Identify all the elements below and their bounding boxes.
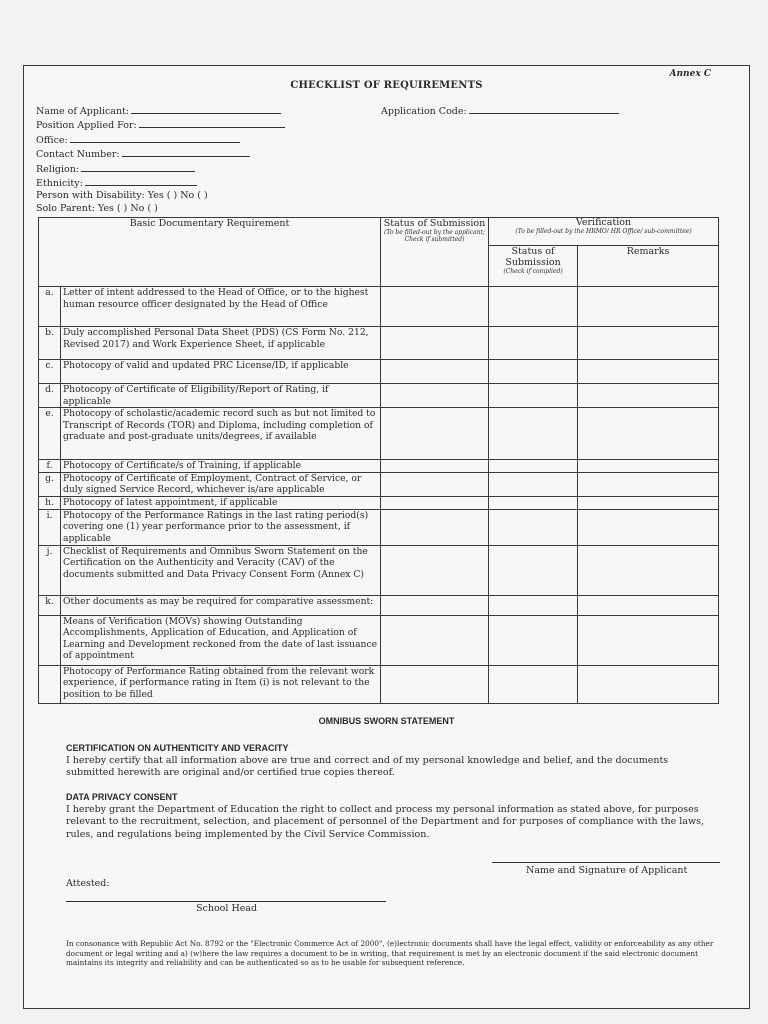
applicant-signature-line[interactable] [492, 862, 720, 863]
verification-status-cell[interactable] [489, 384, 578, 408]
name-blank[interactable] [131, 104, 281, 114]
verification-status-cell[interactable] [489, 327, 578, 360]
table-row [39, 460, 719, 473]
applicant-status-cell[interactable] [381, 408, 489, 460]
pwd-field[interactable]: Person with Disability: Yes ( ) No ( ) [36, 190, 208, 202]
row-letter: k. [39, 595, 61, 615]
verification-status-cell[interactable] [489, 408, 578, 460]
name-of-applicant-field[interactable]: Name of Applicant: [36, 104, 285, 118]
table-row [39, 472, 719, 496]
applicant-status-cell[interactable] [381, 496, 489, 509]
header-verif-status: Status of Submission (Check if complied) [489, 246, 578, 287]
applicant-status-cell[interactable] [381, 472, 489, 496]
verification-status-cell[interactable] [489, 595, 578, 615]
requirements-table [38, 217, 719, 704]
table-row [39, 545, 719, 595]
position-blank[interactable] [139, 118, 285, 128]
verification-status-cell[interactable] [489, 360, 578, 384]
applicant-status-cell[interactable] [381, 287, 489, 327]
remarks-cell[interactable] [578, 360, 719, 384]
remarks-cell[interactable] [578, 384, 719, 408]
sworn-statement-title: OMNIBUS SWORN STATEMENT [318, 716, 455, 726]
verification-status-cell[interactable] [489, 460, 578, 473]
application-code-field[interactable]: Application Code: [381, 104, 619, 117]
contact-blank[interactable] [122, 147, 250, 157]
applicant-status-cell[interactable] [381, 509, 489, 545]
table-row [39, 509, 719, 545]
row-requirement-text: Other documents as may be required for comparative assessment: [61, 595, 381, 615]
applicant-status-cell[interactable] [381, 360, 489, 384]
row-requirement-text: Letter of intent addressed to the Head of Office, or to the highest human resource officer designated by the Head of Office [61, 287, 381, 327]
remarks-cell[interactable] [578, 509, 719, 545]
applicant-status-cell[interactable] [381, 384, 489, 408]
verification-status-cell[interactable] [489, 472, 578, 496]
cav-text: I hereby certify that all information above are true and correct and of my personal knowledge and belief, and the documents submitted herewith are original and/or certified true copies thereof. [66, 754, 669, 779]
privacy-text: I hereby grant the Department of Education the right to collect and process my personal information as stated above, for purposes relevant to the recruitment, selection, and placement of personnel of the Department and for purposes of compliance with the laws, rules, and regulations being implemented by the Civil Service Commission. [66, 803, 704, 840]
remarks-cell[interactable] [578, 327, 719, 360]
table-row [39, 595, 719, 615]
solo-parent-field[interactable]: Solo Parent: Yes ( ) No ( ) [36, 202, 158, 214]
applicant-signature-label: Name and Signature of Applicant [526, 865, 688, 876]
privacy-heading: DATA PRIVACY CONSENT [66, 792, 178, 802]
applicant-status-cell[interactable] [381, 595, 489, 615]
table-row [39, 327, 719, 360]
school-head-label: School Head [196, 903, 258, 914]
row-requirement-text: Photocopy of Certificate/s of Training, if applicable [61, 460, 381, 473]
row-requirement-text: Photocopy of the Performance Ratings in the last rating period(s) covering one (1) year performance prior to the assessment, if applicable [61, 509, 381, 545]
table-row [39, 408, 719, 460]
religion-field[interactable]: Religion: [36, 162, 285, 176]
row-requirement-text: Photocopy of Certificate of Employment, Contract of Service, or duly signed Service Record, whichever is/are applicable [61, 472, 381, 496]
header-basic-requirement: Basic Documentary Requirement [39, 218, 381, 287]
remarks-cell[interactable] [578, 460, 719, 473]
privacy-section [66, 791, 706, 841]
verification-status-cell[interactable] [489, 615, 578, 665]
verification-status-cell[interactable] [489, 287, 578, 327]
school-head-signature-line[interactable] [66, 901, 386, 902]
form-title: CHECKLIST OF REQUIREMENTS [290, 80, 483, 91]
table-row [39, 615, 719, 665]
row-requirement-text: Photocopy of Performance Rating obtained from the relevant work experience, if performance rating in Item (i) is not relevant to the position to be filled [61, 665, 381, 703]
row-letter: i. [39, 509, 61, 545]
header-verification-note: (To be filled-out by the HRMO/ HR Office/ sub-committee) [515, 228, 692, 235]
office-field[interactable]: Office: [36, 133, 285, 147]
table-row [39, 384, 719, 408]
document-page [23, 65, 750, 1009]
application-code-blank[interactable] [469, 104, 619, 114]
row-letter: f. [39, 460, 61, 473]
table-row [39, 496, 719, 509]
contact-number-field[interactable]: Contact Number: [36, 147, 285, 161]
row-letter [39, 665, 61, 703]
remarks-cell[interactable] [578, 472, 719, 496]
header-verification: Verification (To be filled-out by the HRMO/ HR Office/ sub-committee) [489, 218, 719, 246]
row-letter: j. [39, 545, 61, 595]
ethnicity-field[interactable]: Ethnicity: [36, 176, 285, 190]
row-letter: d. [39, 384, 61, 408]
applicant-status-cell[interactable] [381, 460, 489, 473]
applicant-status-cell[interactable] [381, 545, 489, 595]
row-letter: e. [39, 408, 61, 460]
table-row [39, 665, 719, 703]
header-status-note: (To be filled-out by the applicant; Check if submitted) [384, 229, 485, 243]
header-remarks: Remarks [578, 246, 719, 287]
table-row [39, 287, 719, 327]
table-row [39, 360, 719, 384]
verification-status-cell[interactable] [489, 665, 578, 703]
row-letter: h. [39, 496, 61, 509]
cav-heading: CERTIFICATION ON AUTHENTICITY AND VERACITY [66, 743, 289, 753]
office-blank[interactable] [70, 133, 240, 143]
remarks-cell[interactable] [578, 615, 719, 665]
annex-label: Annex C [669, 69, 711, 79]
row-letter: b. [39, 327, 61, 360]
remarks-cell[interactable] [578, 287, 719, 327]
ethnicity-blank[interactable] [85, 176, 197, 186]
row-letter: c. [39, 360, 61, 384]
cav-section [66, 742, 706, 780]
applicant-fields [36, 104, 285, 215]
row-letter: a. [39, 287, 61, 327]
applicant-status-cell[interactable] [381, 327, 489, 360]
applicant-status-cell[interactable] [381, 665, 489, 703]
row-requirement-text: Checklist of Requirements and Omnibus Sworn Statement on the Certification on the Authenticity and Veracity (CAV) of the documents submitted and Data Privacy Consent Form (Annex C) [61, 545, 381, 595]
row-requirement-text: Means of Verification (MOVs) showing Outstanding Accomplishments, Application of Education, and Application of Learning and Development reckoned from the date of last issuance of appointment [61, 615, 381, 665]
header-status-of-submission: Status of Submission (To be filled-out by the applicant; Check if submitted) [381, 218, 489, 287]
header-verif-status-note: (Check if complied) [503, 268, 563, 275]
remarks-cell[interactable] [578, 408, 719, 460]
row-letter: g. [39, 472, 61, 496]
row-letter [39, 615, 61, 665]
requirements-body [39, 287, 719, 704]
row-requirement-text: Photocopy of valid and updated PRC License/ID, if applicable [61, 360, 381, 384]
position-applied-field[interactable]: Position Applied For: [36, 118, 285, 132]
row-requirement-text: Photocopy of Certificate of Eligibility/Report of Rating, if applicable [61, 384, 381, 408]
remarks-cell[interactable] [578, 545, 719, 595]
religion-blank[interactable] [81, 162, 195, 172]
row-requirement-text: Photocopy of latest appointment, if applicable [61, 496, 381, 509]
verification-status-cell[interactable] [489, 509, 578, 545]
remarks-cell[interactable] [578, 496, 719, 509]
remarks-cell[interactable] [578, 595, 719, 615]
row-requirement-text: Photocopy of scholastic/academic record such as but not limited to Transcript of Records (TOR) and Diploma, including completion of graduate and post-graduate units/degrees, if available [61, 408, 381, 460]
attested-label: Attested: [66, 878, 110, 889]
ecommerce-footnote: In consonance with Republic Act No. 8792 or the "Electronic Commerce Act of 2000", (e)lectronic documents shall have the legal effect, validity or enforceability as any other document or legal writing and a) (w)here the law requires a document to be in writing, that requirement is met by an electronic document if the said electronic document maintains its integrity and reliability and can be authenticated so as to be usable for subsequent reference. [66, 939, 714, 968]
applicant-status-cell[interactable] [381, 615, 489, 665]
remarks-cell[interactable] [578, 665, 719, 703]
verification-status-cell[interactable] [489, 545, 578, 595]
row-requirement-text: Duly accomplished Personal Data Sheet (PDS) (CS Form No. 212, Revised 2017) and Work Experience Sheet, if applicable [61, 327, 381, 360]
verification-status-cell[interactable] [489, 496, 578, 509]
